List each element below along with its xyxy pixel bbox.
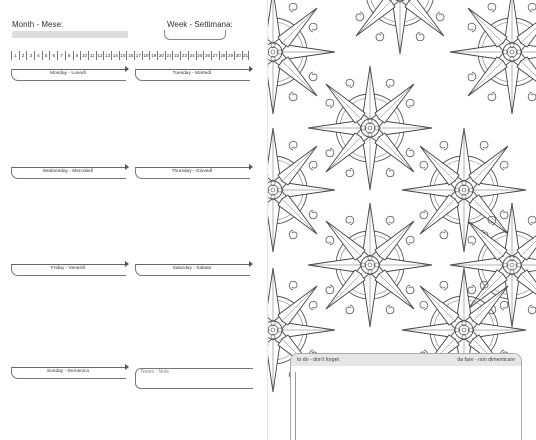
day-slot-wednesday[interactable] bbox=[11, 164, 129, 178]
month-label: Month - Mese: bbox=[12, 20, 64, 29]
day-of-month-cell[interactable]: 13 bbox=[105, 53, 111, 58]
day-of-month-cell[interactable]: 15 bbox=[120, 53, 126, 58]
todo-panel[interactable] bbox=[290, 353, 522, 440]
day-of-month-cell[interactable]: 24 bbox=[189, 53, 195, 58]
day-of-month-cell[interactable]: 29 bbox=[228, 53, 234, 58]
day-of-month-cell[interactable]: 8 bbox=[65, 51, 73, 60]
day-of-month-cell[interactable]: 26 bbox=[204, 53, 211, 58]
day-of-month-cell[interactable]: 23 bbox=[181, 53, 188, 58]
day-slot-monday[interactable] bbox=[11, 66, 129, 80]
day-of-month-cell[interactable]: 17 bbox=[135, 53, 141, 58]
day-of-month-cell[interactable]: 11 bbox=[89, 53, 95, 58]
day-of-month-cell[interactable]: 31 bbox=[242, 53, 249, 58]
day-of-month-cell[interactable]: 21 bbox=[166, 53, 172, 58]
week-label: Week - Settimana: bbox=[167, 20, 233, 29]
day-of-month-cell[interactable]: 1 bbox=[11, 51, 19, 60]
day-of-month-cell[interactable]: 3 bbox=[26, 51, 34, 60]
day-label-saturday: Saturday - Sabato bbox=[172, 266, 212, 271]
day-slot-sunday[interactable] bbox=[11, 364, 129, 378]
day-of-month-cell[interactable]: 22 bbox=[174, 53, 180, 58]
day-of-month-cell[interactable]: 19 bbox=[151, 53, 157, 58]
day-of-month-cell[interactable]: 4 bbox=[34, 51, 42, 60]
day-of-month-cell[interactable]: 20 bbox=[158, 53, 164, 58]
day-of-month-cell[interactable]: 16 bbox=[128, 53, 134, 58]
month-field[interactable] bbox=[12, 31, 128, 38]
day-label-friday: Friday - Venerdì bbox=[50, 266, 86, 271]
day-of-month-cell[interactable]: 12 bbox=[97, 53, 103, 58]
notes-label: Notes - Note bbox=[141, 369, 170, 375]
day-of-month-cell[interactable]: 18 bbox=[143, 53, 149, 58]
day-label-tuesday: Tuesday - Martedì bbox=[172, 71, 212, 76]
day-of-month-cell[interactable]: 5 bbox=[42, 51, 50, 60]
day-of-month-cell[interactable]: 9 bbox=[73, 51, 81, 60]
todo-label-it: da fare - non dimenticare bbox=[457, 357, 515, 363]
day-of-month-cell[interactable]: 6 bbox=[49, 51, 57, 60]
day-slot-saturday[interactable] bbox=[135, 261, 253, 275]
day-label-sunday: Sunday - Domenica bbox=[46, 369, 90, 374]
todo-margin-line bbox=[295, 372, 296, 440]
day-of-month-cell[interactable]: 7 bbox=[57, 51, 65, 60]
week-field[interactable] bbox=[164, 30, 226, 40]
day-slot-thursday[interactable] bbox=[135, 164, 253, 178]
day-label-monday: Monday - Lunedì bbox=[49, 71, 86, 76]
day-of-month-cell[interactable]: 25 bbox=[197, 53, 203, 58]
day-slot-tuesday[interactable] bbox=[135, 66, 253, 80]
day-slot-friday[interactable] bbox=[11, 261, 129, 275]
day-of-month-cell[interactable]: 10 bbox=[81, 53, 88, 58]
day-of-month-cell[interactable]: 14 bbox=[112, 53, 118, 58]
day-of-month-cell[interactable]: 2 bbox=[19, 51, 27, 60]
day-of-month-cell[interactable]: 28 bbox=[220, 53, 226, 58]
day-label-wednesday: Wednesday - Mercoledì bbox=[42, 169, 94, 174]
coloring-page bbox=[268, 0, 536, 440]
day-of-month-cell[interactable]: 30 bbox=[235, 53, 241, 58]
todo-label-en: to do - don't forget bbox=[297, 357, 339, 363]
day-of-month-cell[interactable]: 27 bbox=[212, 53, 218, 58]
day-label-thursday: Thursday - Giovedì bbox=[171, 169, 213, 174]
days-of-month-strip bbox=[11, 51, 249, 60]
